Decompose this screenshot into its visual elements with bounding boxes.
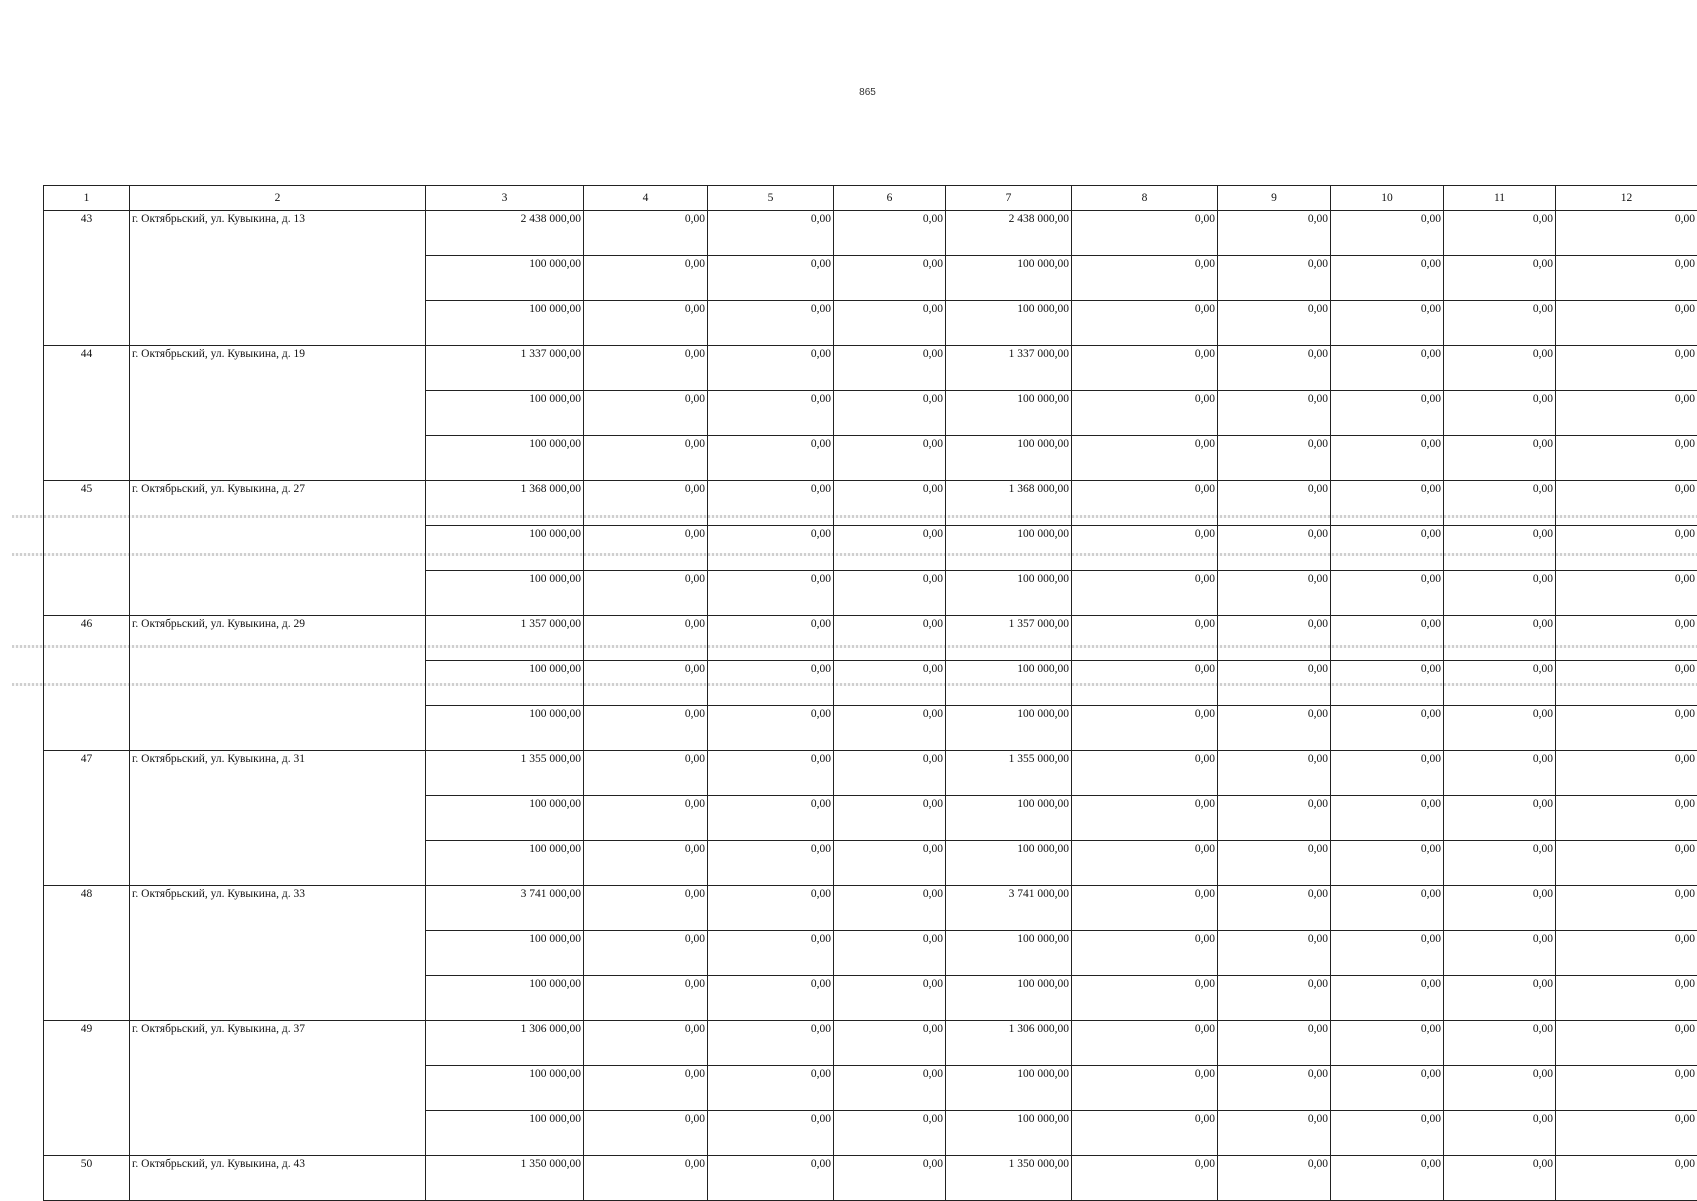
amount-cell-col-4: 0,00 bbox=[584, 706, 708, 751]
amount-cell-col-12: 0,00 bbox=[1556, 391, 1697, 436]
amount-cell-col-9: 0,00 bbox=[1218, 796, 1331, 841]
amount-cell-col-4: 0,00 bbox=[584, 481, 708, 526]
amount-cell-col-6: 0,00 bbox=[834, 796, 946, 841]
amount-cell-col-10: 0,00 bbox=[1331, 796, 1444, 841]
amount-cell-col-3: 100 000,00 bbox=[426, 931, 584, 976]
table-body bbox=[44, 211, 1697, 1201]
amount-cell-col-8: 0,00 bbox=[1072, 706, 1218, 751]
amount-cell-col-8: 0,00 bbox=[1072, 1066, 1218, 1111]
amount-cell-col-7: 100 000,00 bbox=[946, 571, 1072, 616]
amount-cell-col-12: 0,00 bbox=[1556, 706, 1697, 751]
amount-cell-col-6: 0,00 bbox=[834, 346, 946, 391]
amount-cell-col-9: 0,00 bbox=[1218, 436, 1331, 481]
amount-cell-col-10: 0,00 bbox=[1331, 616, 1444, 661]
amount-cell-col-4: 0,00 bbox=[584, 751, 708, 796]
amount-cell-col-12: 0,00 bbox=[1556, 616, 1697, 661]
address-cell: г. Октябрьский, ул. Кувыкина, д. 31 bbox=[130, 751, 426, 886]
amount-cell-col-6: 0,00 bbox=[834, 1111, 946, 1156]
amount-cell-col-3: 100 000,00 bbox=[426, 976, 584, 1021]
amount-cell-col-9: 0,00 bbox=[1218, 706, 1331, 751]
amount-cell-col-12: 0,00 bbox=[1556, 571, 1697, 616]
amount-cell-col-8: 0,00 bbox=[1072, 481, 1218, 526]
amount-cell-col-11: 0,00 bbox=[1444, 301, 1556, 346]
amount-cell-col-12: 0,00 bbox=[1556, 301, 1697, 346]
amount-cell-col-7: 100 000,00 bbox=[946, 796, 1072, 841]
column-header-6: 6 bbox=[834, 186, 946, 211]
amount-cell-col-6: 0,00 bbox=[834, 526, 946, 571]
amount-cell-col-9: 0,00 bbox=[1218, 976, 1331, 1021]
amount-cell-col-9: 0,00 bbox=[1218, 931, 1331, 976]
amount-cell-col-3: 100 000,00 bbox=[426, 526, 584, 571]
amount-cell-col-10: 0,00 bbox=[1331, 1021, 1444, 1066]
amount-cell-col-11: 0,00 bbox=[1444, 1156, 1556, 1201]
amount-cell-col-5: 0,00 bbox=[708, 841, 834, 886]
amount-cell-col-3: 100 000,00 bbox=[426, 1111, 584, 1156]
amount-cell-col-9: 0,00 bbox=[1218, 256, 1331, 301]
amount-cell-col-7: 1 337 000,00 bbox=[946, 346, 1072, 391]
amount-cell-col-6: 0,00 bbox=[834, 886, 946, 931]
amount-cell-col-3: 100 000,00 bbox=[426, 706, 584, 751]
amount-cell-col-4: 0,00 bbox=[584, 346, 708, 391]
amount-cell-col-12: 0,00 bbox=[1556, 211, 1697, 256]
amount-cell-col-5: 0,00 bbox=[708, 436, 834, 481]
amount-cell-col-6: 0,00 bbox=[834, 1021, 946, 1066]
amount-cell-col-6: 0,00 bbox=[834, 571, 946, 616]
amount-cell-col-11: 0,00 bbox=[1444, 706, 1556, 751]
column-header-7: 7 bbox=[946, 186, 1072, 211]
amount-cell-col-4: 0,00 bbox=[584, 886, 708, 931]
amount-cell-col-10: 0,00 bbox=[1331, 1066, 1444, 1111]
amount-cell-col-12: 0,00 bbox=[1556, 976, 1697, 1021]
amount-cell-col-11: 0,00 bbox=[1444, 751, 1556, 796]
amount-cell-col-3: 100 000,00 bbox=[426, 301, 584, 346]
amount-cell-col-4: 0,00 bbox=[584, 976, 708, 1021]
table-row bbox=[44, 211, 1697, 256]
amount-cell-col-7: 100 000,00 bbox=[946, 526, 1072, 571]
amount-cell-col-9: 0,00 bbox=[1218, 1021, 1331, 1066]
amount-cell-col-9: 0,00 bbox=[1218, 391, 1331, 436]
amount-cell-col-11: 0,00 bbox=[1444, 616, 1556, 661]
amount-cell-col-10: 0,00 bbox=[1331, 571, 1444, 616]
amount-cell-col-7: 100 000,00 bbox=[946, 931, 1072, 976]
record-number-cell: 47 bbox=[44, 751, 130, 886]
record-number-cell: 44 bbox=[44, 346, 130, 481]
amount-cell-col-8: 0,00 bbox=[1072, 526, 1218, 571]
amount-cell-col-12: 0,00 bbox=[1556, 886, 1697, 931]
amount-cell-col-4: 0,00 bbox=[584, 391, 708, 436]
amount-cell-col-5: 0,00 bbox=[708, 1021, 834, 1066]
record-number-cell: 43 bbox=[44, 211, 130, 346]
amount-cell-col-8: 0,00 bbox=[1072, 796, 1218, 841]
amount-cell-col-12: 0,00 bbox=[1556, 1066, 1697, 1111]
amount-cell-col-5: 0,00 bbox=[708, 301, 834, 346]
amount-cell-col-4: 0,00 bbox=[584, 526, 708, 571]
amount-cell-col-11: 0,00 bbox=[1444, 976, 1556, 1021]
amount-cell-col-3: 1 355 000,00 bbox=[426, 751, 584, 796]
amount-cell-col-6: 0,00 bbox=[834, 1066, 946, 1111]
amount-cell-col-6: 0,00 bbox=[834, 391, 946, 436]
amount-cell-col-5: 0,00 bbox=[708, 796, 834, 841]
amount-cell-col-4: 0,00 bbox=[584, 796, 708, 841]
amount-cell-col-4: 0,00 bbox=[584, 616, 708, 661]
amount-cell-col-9: 0,00 bbox=[1218, 1111, 1331, 1156]
amount-cell-col-10: 0,00 bbox=[1331, 931, 1444, 976]
amount-cell-col-4: 0,00 bbox=[584, 661, 708, 706]
amount-cell-col-8: 0,00 bbox=[1072, 391, 1218, 436]
amount-cell-col-7: 1 357 000,00 bbox=[946, 616, 1072, 661]
address-cell: г. Октябрьский, ул. Кувыкина, д. 43 bbox=[130, 1156, 426, 1201]
amount-cell-col-5: 0,00 bbox=[708, 211, 834, 256]
amount-cell-col-11: 0,00 bbox=[1444, 661, 1556, 706]
amount-cell-col-10: 0,00 bbox=[1331, 841, 1444, 886]
amount-cell-col-8: 0,00 bbox=[1072, 436, 1218, 481]
amount-cell-col-10: 0,00 bbox=[1331, 481, 1444, 526]
amount-cell-col-6: 0,00 bbox=[834, 751, 946, 796]
register-table-container bbox=[43, 185, 1697, 1201]
amount-cell-col-11: 0,00 bbox=[1444, 1111, 1556, 1156]
amount-cell-col-6: 0,00 bbox=[834, 841, 946, 886]
register-table bbox=[43, 185, 1697, 1201]
amount-cell-col-12: 0,00 bbox=[1556, 1021, 1697, 1066]
amount-cell-col-3: 100 000,00 bbox=[426, 391, 584, 436]
amount-cell-col-10: 0,00 bbox=[1331, 256, 1444, 301]
amount-cell-col-10: 0,00 bbox=[1331, 211, 1444, 256]
amount-cell-col-11: 0,00 bbox=[1444, 931, 1556, 976]
address-cell: г. Октябрьский, ул. Кувыкина, д. 27 bbox=[130, 481, 426, 616]
amount-cell-col-7: 1 350 000,00 bbox=[946, 1156, 1072, 1201]
amount-cell-col-5: 0,00 bbox=[708, 1111, 834, 1156]
amount-cell-col-9: 0,00 bbox=[1218, 481, 1331, 526]
amount-cell-col-8: 0,00 bbox=[1072, 346, 1218, 391]
column-header-2: 2 bbox=[130, 186, 426, 211]
amount-cell-col-8: 0,00 bbox=[1072, 661, 1218, 706]
amount-cell-col-10: 0,00 bbox=[1331, 751, 1444, 796]
column-header-10: 10 bbox=[1331, 186, 1444, 211]
address-cell: г. Октябрьский, ул. Кувыкина, д. 33 bbox=[130, 886, 426, 1021]
amount-cell-col-7: 100 000,00 bbox=[946, 661, 1072, 706]
amount-cell-col-5: 0,00 bbox=[708, 886, 834, 931]
amount-cell-col-9: 0,00 bbox=[1218, 211, 1331, 256]
amount-cell-col-5: 0,00 bbox=[708, 571, 834, 616]
column-header-4: 4 bbox=[584, 186, 708, 211]
amount-cell-col-12: 0,00 bbox=[1556, 481, 1697, 526]
page-number: 865 bbox=[0, 87, 1697, 98]
amount-cell-col-3: 100 000,00 bbox=[426, 796, 584, 841]
amount-cell-col-11: 0,00 bbox=[1444, 1066, 1556, 1111]
amount-cell-col-12: 0,00 bbox=[1556, 1111, 1697, 1156]
table-row bbox=[44, 481, 1697, 526]
amount-cell-col-6: 0,00 bbox=[834, 481, 946, 526]
amount-cell-col-9: 0,00 bbox=[1218, 1156, 1331, 1201]
amount-cell-col-6: 0,00 bbox=[834, 256, 946, 301]
amount-cell-col-5: 0,00 bbox=[708, 1156, 834, 1201]
column-header-12: 12 bbox=[1556, 186, 1697, 211]
amount-cell-col-8: 0,00 bbox=[1072, 616, 1218, 661]
record-number-cell: 46 bbox=[44, 616, 130, 751]
amount-cell-col-8: 0,00 bbox=[1072, 1111, 1218, 1156]
column-header-11: 11 bbox=[1444, 186, 1556, 211]
amount-cell-col-8: 0,00 bbox=[1072, 886, 1218, 931]
amount-cell-col-4: 0,00 bbox=[584, 1156, 708, 1201]
amount-cell-col-3: 100 000,00 bbox=[426, 661, 584, 706]
amount-cell-col-8: 0,00 bbox=[1072, 976, 1218, 1021]
amount-cell-col-6: 0,00 bbox=[834, 211, 946, 256]
amount-cell-col-5: 0,00 bbox=[708, 616, 834, 661]
amount-cell-col-3: 100 000,00 bbox=[426, 571, 584, 616]
amount-cell-col-12: 0,00 bbox=[1556, 526, 1697, 571]
amount-cell-col-11: 0,00 bbox=[1444, 481, 1556, 526]
amount-cell-col-3: 100 000,00 bbox=[426, 256, 584, 301]
amount-cell-col-10: 0,00 bbox=[1331, 526, 1444, 571]
amount-cell-col-7: 100 000,00 bbox=[946, 976, 1072, 1021]
amount-cell-col-5: 0,00 bbox=[708, 931, 834, 976]
amount-cell-col-5: 0,00 bbox=[708, 526, 834, 571]
amount-cell-col-7: 100 000,00 bbox=[946, 1111, 1072, 1156]
amount-cell-col-10: 0,00 bbox=[1331, 301, 1444, 346]
amount-cell-col-3: 3 741 000,00 bbox=[426, 886, 584, 931]
table-row bbox=[44, 346, 1697, 391]
amount-cell-col-9: 0,00 bbox=[1218, 571, 1331, 616]
amount-cell-col-3: 2 438 000,00 bbox=[426, 211, 584, 256]
amount-cell-col-7: 1 306 000,00 bbox=[946, 1021, 1072, 1066]
record-number-cell: 45 bbox=[44, 481, 130, 616]
amount-cell-col-12: 0,00 bbox=[1556, 841, 1697, 886]
address-cell: г. Октябрьский, ул. Кувыкина, д. 13 bbox=[130, 211, 426, 346]
amount-cell-col-11: 0,00 bbox=[1444, 346, 1556, 391]
amount-cell-col-5: 0,00 bbox=[708, 481, 834, 526]
amount-cell-col-9: 0,00 bbox=[1218, 886, 1331, 931]
amount-cell-col-6: 0,00 bbox=[834, 931, 946, 976]
amount-cell-col-4: 0,00 bbox=[584, 841, 708, 886]
amount-cell-col-10: 0,00 bbox=[1331, 436, 1444, 481]
record-number-cell: 50 bbox=[44, 1156, 130, 1201]
amount-cell-col-4: 0,00 bbox=[584, 256, 708, 301]
amount-cell-col-6: 0,00 bbox=[834, 1156, 946, 1201]
amount-cell-col-7: 100 000,00 bbox=[946, 391, 1072, 436]
amount-cell-col-3: 1 306 000,00 bbox=[426, 1021, 584, 1066]
address-cell: г. Октябрьский, ул. Кувыкина, д. 19 bbox=[130, 346, 426, 481]
amount-cell-col-10: 0,00 bbox=[1331, 661, 1444, 706]
amount-cell-col-8: 0,00 bbox=[1072, 211, 1218, 256]
column-header-8: 8 bbox=[1072, 186, 1218, 211]
amount-cell-col-3: 100 000,00 bbox=[426, 436, 584, 481]
amount-cell-col-5: 0,00 bbox=[708, 346, 834, 391]
amount-cell-col-8: 0,00 bbox=[1072, 751, 1218, 796]
amount-cell-col-11: 0,00 bbox=[1444, 526, 1556, 571]
amount-cell-col-5: 0,00 bbox=[708, 706, 834, 751]
amount-cell-col-10: 0,00 bbox=[1331, 391, 1444, 436]
amount-cell-col-5: 0,00 bbox=[708, 1066, 834, 1111]
amount-cell-col-5: 0,00 bbox=[708, 391, 834, 436]
amount-cell-col-6: 0,00 bbox=[834, 661, 946, 706]
amount-cell-col-12: 0,00 bbox=[1556, 256, 1697, 301]
amount-cell-col-12: 0,00 bbox=[1556, 436, 1697, 481]
amount-cell-col-3: 1 350 000,00 bbox=[426, 1156, 584, 1201]
amount-cell-col-6: 0,00 bbox=[834, 616, 946, 661]
amount-cell-col-5: 0,00 bbox=[708, 256, 834, 301]
amount-cell-col-8: 0,00 bbox=[1072, 571, 1218, 616]
amount-cell-col-6: 0,00 bbox=[834, 436, 946, 481]
amount-cell-col-12: 0,00 bbox=[1556, 346, 1697, 391]
amount-cell-col-4: 0,00 bbox=[584, 1066, 708, 1111]
amount-cell-col-5: 0,00 bbox=[708, 976, 834, 1021]
amount-cell-col-7: 100 000,00 bbox=[946, 301, 1072, 346]
amount-cell-col-11: 0,00 bbox=[1444, 436, 1556, 481]
amount-cell-col-7: 1 368 000,00 bbox=[946, 481, 1072, 526]
amount-cell-col-9: 0,00 bbox=[1218, 346, 1331, 391]
amount-cell-col-11: 0,00 bbox=[1444, 256, 1556, 301]
column-header-9: 9 bbox=[1218, 186, 1331, 211]
amount-cell-col-9: 0,00 bbox=[1218, 661, 1331, 706]
amount-cell-col-11: 0,00 bbox=[1444, 571, 1556, 616]
amount-cell-col-7: 100 000,00 bbox=[946, 841, 1072, 886]
table-row bbox=[44, 751, 1697, 796]
amount-cell-col-7: 100 000,00 bbox=[946, 706, 1072, 751]
record-number-cell: 49 bbox=[44, 1021, 130, 1156]
amount-cell-col-12: 0,00 bbox=[1556, 751, 1697, 796]
amount-cell-col-9: 0,00 bbox=[1218, 751, 1331, 796]
amount-cell-col-11: 0,00 bbox=[1444, 211, 1556, 256]
amount-cell-col-8: 0,00 bbox=[1072, 256, 1218, 301]
amount-cell-col-3: 100 000,00 bbox=[426, 841, 584, 886]
amount-cell-col-3: 100 000,00 bbox=[426, 1066, 584, 1111]
amount-cell-col-9: 0,00 bbox=[1218, 841, 1331, 886]
amount-cell-col-12: 0,00 bbox=[1556, 796, 1697, 841]
amount-cell-col-9: 0,00 bbox=[1218, 616, 1331, 661]
amount-cell-col-9: 0,00 bbox=[1218, 301, 1331, 346]
amount-cell-col-10: 0,00 bbox=[1331, 1156, 1444, 1201]
amount-cell-col-3: 1 368 000,00 bbox=[426, 481, 584, 526]
amount-cell-col-7: 100 000,00 bbox=[946, 436, 1072, 481]
amount-cell-col-6: 0,00 bbox=[834, 706, 946, 751]
amount-cell-col-5: 0,00 bbox=[708, 661, 834, 706]
amount-cell-col-3: 1 357 000,00 bbox=[426, 616, 584, 661]
amount-cell-col-6: 0,00 bbox=[834, 976, 946, 1021]
amount-cell-col-12: 0,00 bbox=[1556, 661, 1697, 706]
amount-cell-col-12: 0,00 bbox=[1556, 1156, 1697, 1201]
amount-cell-col-7: 1 355 000,00 bbox=[946, 751, 1072, 796]
table-row bbox=[44, 616, 1697, 661]
amount-cell-col-8: 0,00 bbox=[1072, 841, 1218, 886]
column-header-1: 1 bbox=[44, 186, 130, 211]
amount-cell-col-7: 3 741 000,00 bbox=[946, 886, 1072, 931]
amount-cell-col-11: 0,00 bbox=[1444, 1021, 1556, 1066]
amount-cell-col-12: 0,00 bbox=[1556, 931, 1697, 976]
table-row bbox=[44, 1021, 1697, 1066]
amount-cell-col-10: 0,00 bbox=[1331, 346, 1444, 391]
amount-cell-col-7: 2 438 000,00 bbox=[946, 211, 1072, 256]
amount-cell-col-8: 0,00 bbox=[1072, 931, 1218, 976]
amount-cell-col-10: 0,00 bbox=[1331, 1111, 1444, 1156]
amount-cell-col-4: 0,00 bbox=[584, 931, 708, 976]
amount-cell-col-8: 0,00 bbox=[1072, 1156, 1218, 1201]
amount-cell-col-9: 0,00 bbox=[1218, 1066, 1331, 1111]
address-cell: г. Октябрьский, ул. Кувыкина, д. 37 bbox=[130, 1021, 426, 1156]
amount-cell-col-6: 0,00 bbox=[834, 301, 946, 346]
table-row bbox=[44, 886, 1697, 931]
column-header-3: 3 bbox=[426, 186, 584, 211]
amount-cell-col-4: 0,00 bbox=[584, 436, 708, 481]
amount-cell-col-9: 0,00 bbox=[1218, 526, 1331, 571]
amount-cell-col-10: 0,00 bbox=[1331, 706, 1444, 751]
amount-cell-col-10: 0,00 bbox=[1331, 976, 1444, 1021]
column-number-header-row bbox=[44, 186, 1697, 211]
amount-cell-col-5: 0,00 bbox=[708, 751, 834, 796]
amount-cell-col-4: 0,00 bbox=[584, 1111, 708, 1156]
amount-cell-col-8: 0,00 bbox=[1072, 1021, 1218, 1066]
table-row bbox=[44, 1156, 1697, 1201]
column-header-5: 5 bbox=[708, 186, 834, 211]
amount-cell-col-7: 100 000,00 bbox=[946, 1066, 1072, 1111]
amount-cell-col-4: 0,00 bbox=[584, 211, 708, 256]
address-cell: г. Октябрьский, ул. Кувыкина, д. 29 bbox=[130, 616, 426, 751]
amount-cell-col-10: 0,00 bbox=[1331, 886, 1444, 931]
record-number-cell: 48 bbox=[44, 886, 130, 1021]
amount-cell-col-11: 0,00 bbox=[1444, 391, 1556, 436]
amount-cell-col-11: 0,00 bbox=[1444, 886, 1556, 931]
amount-cell-col-4: 0,00 bbox=[584, 571, 708, 616]
amount-cell-col-7: 100 000,00 bbox=[946, 256, 1072, 301]
amount-cell-col-11: 0,00 bbox=[1444, 841, 1556, 886]
amount-cell-col-3: 1 337 000,00 bbox=[426, 346, 584, 391]
amount-cell-col-4: 0,00 bbox=[584, 301, 708, 346]
amount-cell-col-11: 0,00 bbox=[1444, 796, 1556, 841]
amount-cell-col-4: 0,00 bbox=[584, 1021, 708, 1066]
amount-cell-col-8: 0,00 bbox=[1072, 301, 1218, 346]
